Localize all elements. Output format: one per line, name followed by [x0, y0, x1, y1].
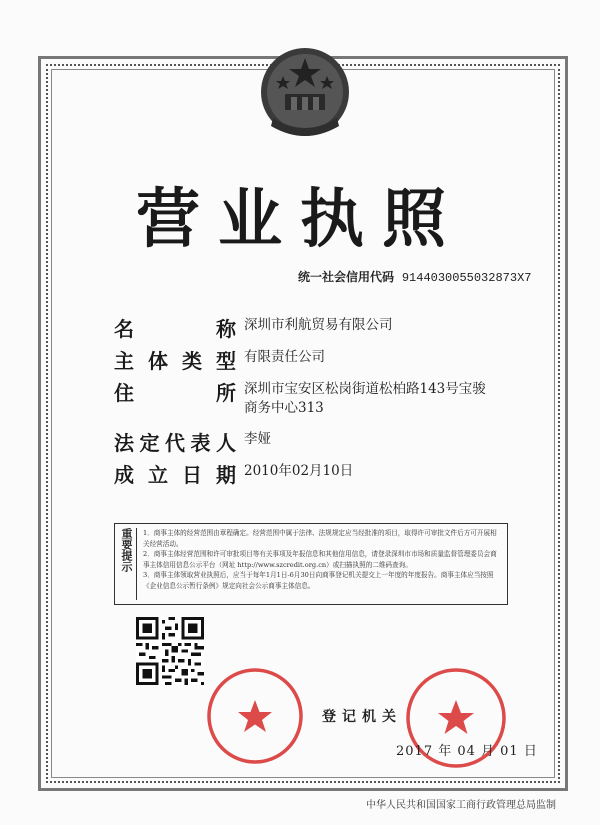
issue-date: 2017 年 04 月 01 日	[396, 744, 538, 759]
label-char: 主	[114, 349, 134, 373]
field-value-legal-rep: 李娅	[244, 431, 271, 447]
field-row-address	[114, 377, 534, 418]
label-char: 期	[216, 463, 236, 487]
field-label-entity-type	[114, 345, 236, 374]
field-label-address	[114, 377, 236, 418]
field-row-legal-rep	[114, 427, 534, 456]
notice-tag: 重要提示	[121, 528, 137, 600]
label-char: 定	[139, 431, 160, 455]
label-char: 日	[182, 463, 202, 487]
company-seal-icon	[205, 666, 305, 766]
field-value-name: 深圳市利航贸易有限公司	[244, 317, 393, 333]
notice-item: 3．商事主体领取营业执照后，应当于每年1月1日-6月30日向商事登记机关提交上一年度的年度报告。商事主体应当按照《企业信息公示暂行条例》规定向社会公示商事主体信息。	[143, 571, 494, 590]
important-notice-box	[114, 523, 508, 605]
label-char: 表	[190, 431, 211, 455]
credit-code-label: 统一社会信用代码	[298, 270, 395, 284]
field-label-legal-rep	[114, 427, 236, 456]
issuer-footer: 中华人民共和国国家工商行政管理总局监制	[366, 800, 556, 811]
field-row-established	[114, 459, 534, 488]
notice-item: 2．商事主体经营范围和许可审批项目等有关事项及年报信息和其他信用信息，请登录深圳市市场和质量监督管理委员会商事主体信用信息公示平台（网址 http://www.szcredit.org.cn）或扫描执照的二维码查询。	[143, 550, 497, 569]
notice-body	[143, 528, 501, 600]
label-char: 成	[114, 463, 134, 487]
qr-code-icon[interactable]	[136, 617, 204, 685]
field-value-entity-type: 有限责任公司	[244, 349, 325, 365]
label-char: 住	[114, 381, 134, 405]
field-row-name	[114, 313, 534, 342]
field-row-entity-type	[114, 345, 534, 374]
field-label-name	[114, 313, 236, 342]
registrar-label: 登记机关	[322, 709, 402, 725]
label-char: 立	[148, 463, 168, 487]
notice-item: 1．商事主体的经营范围由章程确定。经营范围中属于法律、法规规定应当经批准的项目，取得许可审批文件后方可开展相关经营活动。	[143, 529, 497, 548]
national-emblem-icon	[255, 40, 355, 150]
label-char: 称	[216, 317, 236, 341]
label-char: 代	[165, 431, 185, 455]
label-char: 名	[114, 317, 134, 341]
label-char: 所	[216, 381, 236, 405]
credit-code-value: 9144030055032873X7	[401, 271, 532, 285]
field-value-established: 2010年02月10日	[244, 463, 354, 479]
label-char: 体	[148, 349, 168, 373]
label-char: 法	[114, 431, 134, 455]
label-char: 类	[182, 349, 202, 373]
credit-code	[298, 268, 531, 285]
label-char: 型	[216, 349, 236, 373]
field-value-address: 深圳市宝安区松岗街道松柏路143号宝骏商务中心313	[244, 381, 486, 416]
field-label-established	[114, 459, 236, 488]
label-char: 人	[216, 431, 236, 455]
document-title: 营业执照	[136, 183, 464, 257]
